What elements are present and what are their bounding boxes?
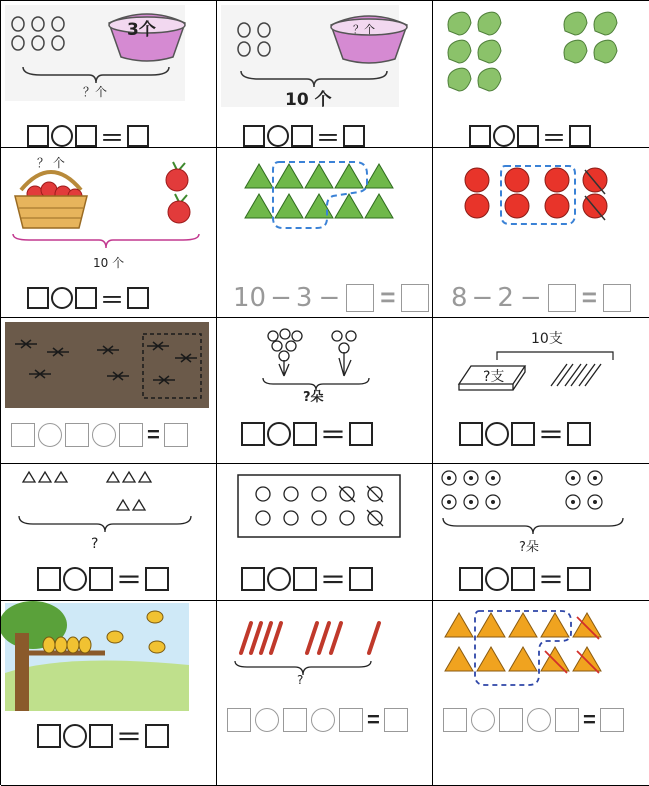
answer-box[interactable]	[127, 125, 149, 147]
cell-r3c3	[433, 318, 649, 464]
cell-r2c3	[433, 148, 649, 318]
answer-box[interactable]	[89, 567, 113, 591]
operator-circle[interactable]	[51, 125, 73, 147]
answer-box[interactable]	[37, 567, 61, 591]
operator-circle[interactable]	[485, 567, 509, 591]
answer-box[interactable]	[75, 287, 97, 309]
answer-box[interactable]	[241, 567, 265, 591]
brace-icon	[11, 232, 201, 252]
equals-sign: ＝	[100, 125, 124, 148]
answer-box[interactable]	[459, 422, 483, 446]
equation	[27, 280, 149, 315]
cell-r5c1	[1, 601, 217, 786]
box-count-label: ?支	[483, 369, 505, 385]
answer-box[interactable]	[569, 125, 591, 147]
answer-box[interactable]	[27, 125, 49, 147]
answer-box[interactable]	[27, 287, 49, 309]
operator-circle[interactable]	[38, 423, 62, 447]
flower-bunch-icon	[329, 328, 363, 378]
total-label: ？个	[83, 85, 108, 99]
operator-circle[interactable]	[267, 567, 291, 591]
radish-icon	[163, 162, 193, 194]
bowl-count-label: ？个	[353, 23, 375, 36]
cell-r2c1	[1, 148, 217, 318]
answer-box[interactable]	[548, 284, 576, 312]
equals-sign: ＝	[542, 125, 566, 148]
cell-r3c2	[217, 318, 433, 464]
equals-sign: =	[147, 422, 160, 447]
equals-sign: ＝	[116, 722, 143, 752]
answer-box[interactable]	[293, 567, 317, 591]
equation	[233, 282, 429, 313]
cell-r5c2	[217, 601, 433, 786]
equation	[11, 422, 188, 448]
equals-sign: ＝	[538, 565, 565, 595]
answer-box[interactable]	[75, 125, 97, 147]
answer-box[interactable]	[283, 708, 307, 732]
answer-box[interactable]	[241, 422, 265, 446]
minus-sign: −	[318, 282, 341, 313]
answer-box[interactable]	[555, 708, 579, 732]
answer-box[interactable]	[145, 567, 169, 591]
flower-bunch-icon	[265, 328, 305, 378]
orange-triangles-illustration	[443, 611, 613, 691]
oval-items-illustration	[9, 17, 69, 57]
top-count-label: 10支	[531, 331, 563, 347]
operator-circle[interactable]	[63, 567, 87, 591]
number-8: 8	[451, 282, 468, 313]
operator-circle[interactable]	[485, 422, 509, 446]
number-2: 2	[497, 282, 514, 313]
cell-r1c3	[433, 1, 649, 148]
answer-box[interactable]	[349, 422, 373, 446]
operator-circle[interactable]	[63, 724, 87, 748]
answer-box[interactable]	[517, 125, 539, 147]
radish-icon	[165, 194, 195, 226]
answer-box[interactable]	[349, 567, 373, 591]
operator-circle[interactable]	[51, 287, 73, 309]
minus-sign: −	[270, 282, 292, 313]
answer-box[interactable]	[459, 567, 483, 591]
operator-circle[interactable]	[92, 423, 116, 447]
equation	[459, 560, 591, 597]
answer-box[interactable]	[567, 567, 591, 591]
total-label: 10 个	[93, 256, 125, 270]
operator-circle[interactable]	[527, 708, 551, 732]
equals-sign: ＝	[116, 565, 143, 595]
equation	[459, 415, 591, 452]
total-label: ?	[91, 536, 99, 552]
circles-in-box-illustration	[237, 474, 401, 538]
minus-sign: −	[471, 282, 494, 313]
equals-sign: =	[583, 707, 596, 732]
cell-r5c3	[433, 601, 649, 786]
answer-box[interactable]	[567, 422, 591, 446]
answer-box[interactable]	[339, 708, 363, 732]
equation	[27, 118, 149, 148]
flowers-illustration	[439, 468, 629, 518]
total-label: ?朵	[303, 390, 324, 405]
equals-sign: =	[380, 282, 396, 312]
answer-box[interactable]	[384, 708, 408, 732]
total-label: ?朵	[519, 540, 539, 555]
answer-box[interactable]	[227, 708, 251, 732]
equals-sign: =	[367, 707, 380, 732]
equation	[443, 707, 624, 733]
answer-box[interactable]	[164, 423, 188, 447]
equals-sign: ＝	[316, 125, 340, 148]
answer-box[interactable]	[291, 125, 313, 147]
equals-sign: ＝	[538, 420, 565, 450]
equation	[37, 717, 169, 754]
basket-count-label: ？ 个	[37, 156, 65, 170]
operator-circle[interactable]	[267, 422, 291, 446]
sticks-illustration	[237, 619, 407, 659]
equation	[451, 282, 631, 313]
bowl-count-label: 3个	[127, 20, 156, 40]
basket-of-radishes-illustration	[11, 164, 91, 234]
cell-r4c2	[217, 464, 433, 601]
cabbage-group-left	[445, 9, 515, 99]
equation	[241, 415, 373, 452]
operator-circle[interactable]	[267, 125, 289, 147]
answer-box[interactable]	[119, 423, 143, 447]
equals-sign: =	[581, 282, 597, 312]
cell-r4c1	[1, 464, 217, 601]
cell-r1c1	[1, 1, 217, 148]
red-circles-illustration	[463, 162, 613, 232]
equals-sign: ＝	[320, 420, 347, 450]
answer-box[interactable]	[37, 724, 61, 748]
number-3: 3	[295, 282, 313, 313]
answer-box[interactable]	[145, 724, 169, 748]
operator-circle[interactable]	[255, 708, 279, 732]
answer-box[interactable]	[293, 422, 317, 446]
answer-box[interactable]	[343, 125, 365, 147]
answer-box[interactable]	[499, 708, 523, 732]
birds-in-tree-illustration	[5, 603, 189, 711]
equation	[243, 118, 365, 148]
dragonflies-illustration	[7, 324, 207, 404]
answer-box[interactable]	[346, 284, 374, 312]
equation	[241, 560, 373, 597]
answer-box[interactable]	[65, 423, 89, 447]
minus-sign: −	[519, 282, 542, 313]
equation	[469, 118, 591, 148]
operator-circle[interactable]	[471, 708, 495, 732]
answer-box[interactable]	[603, 284, 631, 312]
number-10: 10	[233, 282, 267, 313]
oval-items-illustration	[235, 23, 279, 63]
triangles-illustration	[243, 160, 413, 230]
cell-r3c1	[1, 318, 217, 464]
operator-circle[interactable]	[311, 708, 335, 732]
answer-box[interactable]	[11, 423, 35, 447]
answer-box[interactable]	[127, 287, 149, 309]
cabbage-group-right	[561, 9, 631, 69]
cell-r4c3	[433, 464, 649, 601]
pencils-icon	[547, 360, 607, 390]
answer-box[interactable]	[600, 708, 624, 732]
answer-box[interactable]	[401, 284, 429, 312]
answer-box[interactable]	[443, 708, 467, 732]
cell-r1c2	[217, 1, 433, 148]
equals-sign: ＝	[100, 287, 124, 314]
equals-sign: ＝	[320, 565, 347, 595]
total-label: 10 个	[285, 90, 332, 110]
answer-box[interactable]	[469, 125, 491, 147]
answer-box[interactable]	[511, 422, 535, 446]
equation	[37, 560, 169, 597]
answer-box[interactable]	[243, 125, 265, 147]
cell-r2c2	[217, 148, 433, 318]
answer-box[interactable]	[89, 724, 113, 748]
brace-icon	[21, 65, 171, 85]
answer-box[interactable]	[511, 567, 535, 591]
brace-icon	[17, 514, 197, 534]
brace-icon	[441, 516, 631, 536]
equation	[227, 707, 408, 733]
total-label: ?	[297, 673, 304, 687]
operator-circle[interactable]	[493, 125, 515, 147]
